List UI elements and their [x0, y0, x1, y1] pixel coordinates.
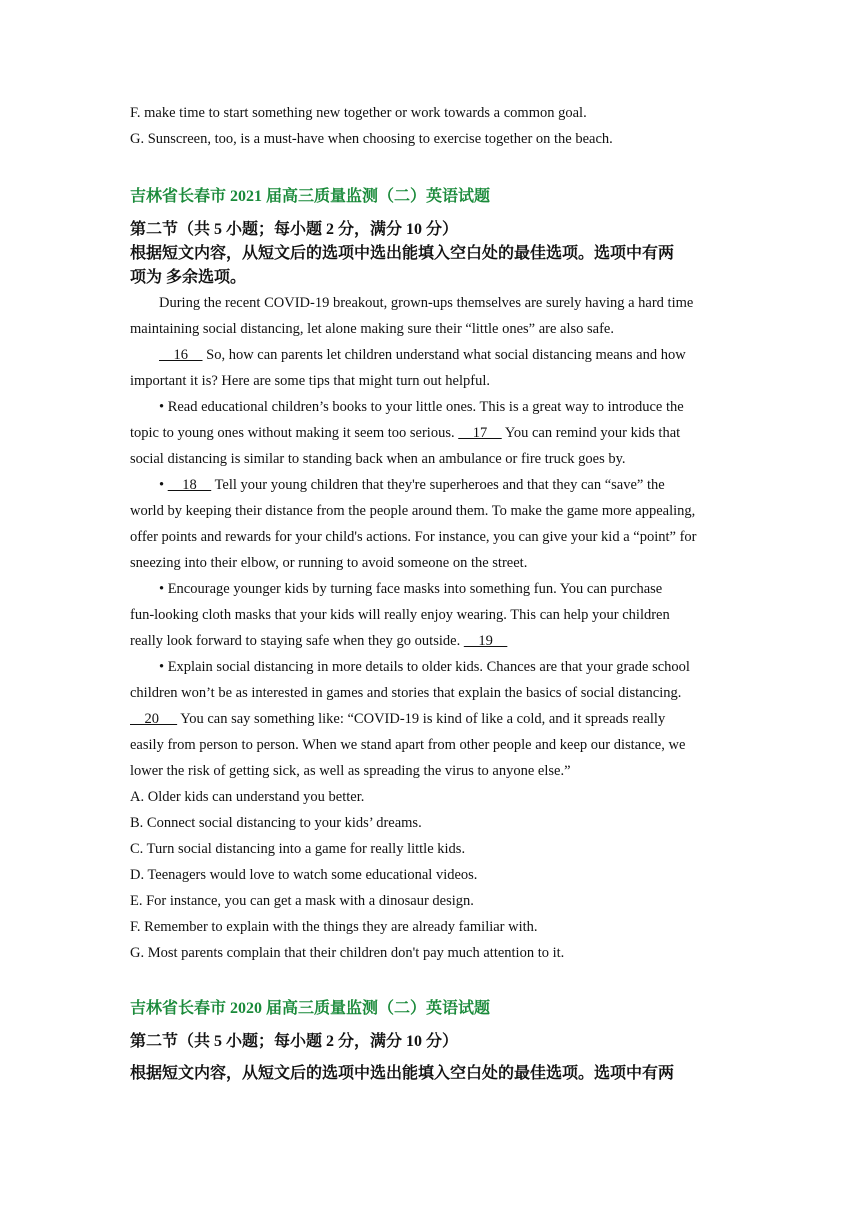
- passage-line: lower the risk of getting sick, as well as spreading the virus to anyone else.”: [130, 763, 571, 779]
- passage-line: fun-looking cloth masks that your kids will really enjoy wearing. This can help your children: [130, 607, 670, 623]
- blank-17[interactable]: 17: [458, 425, 502, 441]
- passage-text: Tell your young children that they're superheroes and that they can “save” the: [211, 477, 665, 493]
- passage-text: You can say something like: “COVID-19 is kind of like a cold, and it spreads really: [177, 711, 666, 727]
- passage-line: maintaining social distancing, let alone making sure their “little ones” are also safe.: [130, 321, 614, 337]
- option-f: F. Remember to explain with the things they are already familiar with.: [130, 919, 538, 935]
- option-a: A. Older kids can understand you better.: [130, 789, 365, 805]
- option-d: D. Teenagers would love to watch some educational videos.: [130, 867, 478, 883]
- blank-20[interactable]: 20: [130, 711, 178, 727]
- passage-line: • Encourage younger kids by turning face masks into something fun. You can purchase: [159, 581, 663, 597]
- passage-text: topic to young ones without making it seem too serious.: [130, 425, 459, 441]
- passage-line: offer points and rewards for your child's actions. For instance, you can give your kid a “point” for: [130, 529, 697, 545]
- bullet: •: [159, 477, 168, 493]
- passage-line: During the recent COVID-19 breakout, grown-ups themselves are surely having a hard time: [159, 295, 694, 311]
- option-f-prev: F. make time to start something new together or work towards a common goal.: [130, 105, 587, 121]
- passage-line: important it is? Here are some tips that might turn out helpful.: [130, 373, 491, 389]
- instruction-line: 项为 多余选项。: [130, 269, 247, 286]
- section-title: 吉林省长春市 2021 届高三质量监测（二）英语试题: [130, 188, 491, 205]
- passage-line: [130, 628, 730, 654]
- section-subtitle: 第二节（共 5 小题；每小题 2 分，满分 10 分）: [130, 221, 459, 238]
- option-e: E. For instance, you can get a mask with a dinosaur design.: [130, 893, 474, 909]
- passage-text: You can remind your kids that: [501, 425, 681, 441]
- passage-line: world by keeping their distance from the people around them. To make the game more appealing,: [130, 503, 696, 519]
- passage-line: [130, 472, 730, 498]
- section-title: 吉林省长春市 2020 届高三质量监测（二）英语试题: [130, 1000, 491, 1017]
- passage-line: [130, 706, 730, 732]
- blank-16[interactable]: 16: [159, 347, 203, 363]
- passage-line: • Read educational children’s books to your little ones. This is a great way to introduce the: [159, 399, 684, 415]
- passage-text: really look forward to staying safe when they go outside.: [130, 633, 464, 649]
- instruction-line: 根据短文内容，从短文后的选项中选出能填入空白处的最佳选项。选项中有两: [130, 245, 675, 262]
- option-g-prev: G. Sunscreen, too, is a must-have when choosing to exercise together on the beach.: [130, 131, 613, 147]
- section-subtitle: 第二节（共 5 小题；每小题 2 分，满分 10 分）: [130, 1033, 459, 1050]
- passage-line: [130, 420, 730, 446]
- option-g: G. Most parents complain that their children don't pay much attention to it.: [130, 945, 565, 961]
- passage: [130, 290, 730, 784]
- previous-options: [130, 100, 730, 152]
- passage-line: sneezing into their elbow, or running to avoid someone on the street.: [130, 555, 528, 571]
- passage-line: [130, 342, 730, 368]
- passage-text: So, how can parents let children understand what social distancing means and how: [202, 347, 686, 363]
- section-2020: [130, 996, 730, 1086]
- blank-19[interactable]: 19: [463, 633, 508, 649]
- blank-18[interactable]: 18: [167, 477, 212, 493]
- passage-line: easily from person to person. When we stand apart from other people and keep our distance, we: [130, 737, 686, 753]
- options-list: [130, 784, 730, 966]
- passage-line: children won’t be as interested in games and stories that explain the basics of social distancing.: [130, 685, 682, 701]
- passage-line: • Explain social distancing in more details to older kids. Chances are that your grade school: [159, 659, 690, 675]
- instruction-line: 根据短文内容，从短文后的选项中选出能填入空白处的最佳选项。选项中有两: [130, 1065, 675, 1082]
- section-2021: [130, 184, 730, 966]
- option-b: B. Connect social distancing to your kids’ dreams.: [130, 815, 422, 831]
- passage-line: social distancing is similar to standing back when an ambulance or fire truck goes by.: [130, 451, 626, 467]
- option-c: C. Turn social distancing into a game for really little kids.: [130, 841, 466, 857]
